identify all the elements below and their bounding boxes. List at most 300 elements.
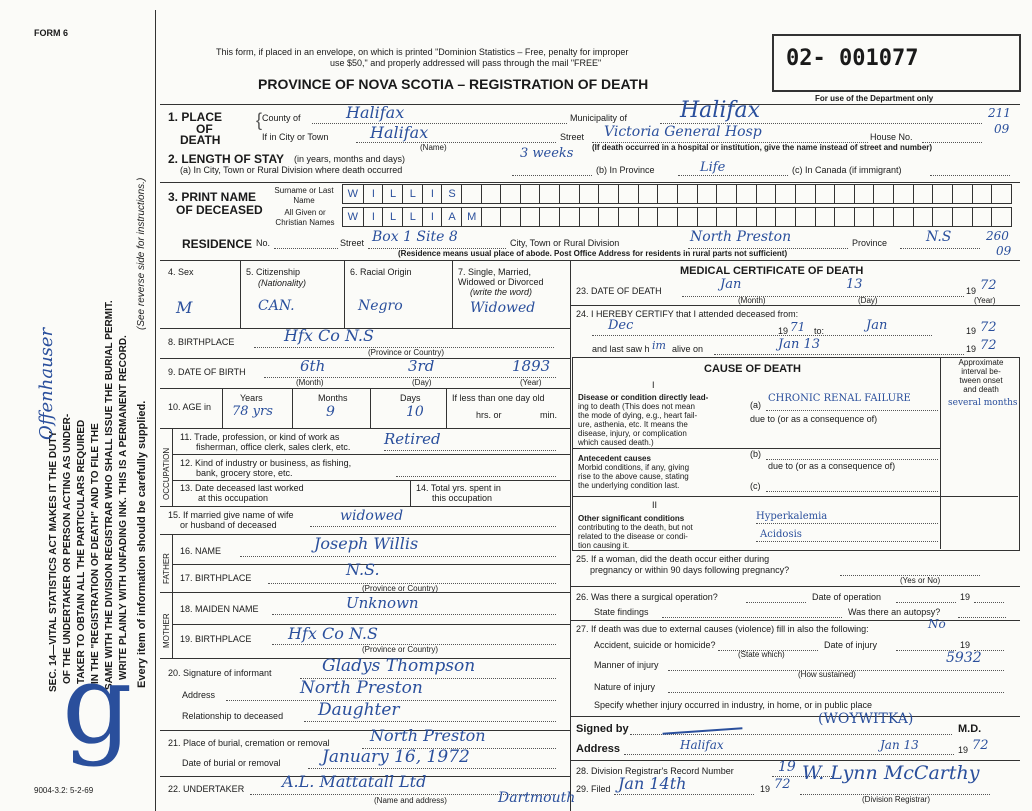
surname-letter-cell: I [363, 185, 384, 203]
s6-label: 6. Racial Origin [350, 267, 412, 277]
s19-sub: (Province or Country) [362, 645, 439, 654]
s2-b-label: (b) In Province [596, 165, 655, 175]
s10-months: 9 [326, 404, 335, 420]
interval-label-1: Approximate [958, 358, 1004, 367]
s24-to: Jan [866, 318, 888, 333]
s7-value: Widowed [470, 300, 536, 316]
other-cond-2: contributing to the death, but not [578, 523, 693, 532]
s22-sub: (Name and address) [374, 796, 447, 805]
surname-letter-cell: I [422, 185, 443, 203]
s29-label: 29. Filed [576, 784, 611, 794]
other-cond-1: Other significant conditions [578, 514, 685, 523]
s13-label: 13. Date deceased last worked [180, 483, 304, 493]
s8-sub: (Province or Country) [368, 348, 445, 357]
given-name-letter-cell [972, 208, 993, 226]
s29-sub: (Division Registrar) [862, 795, 931, 804]
surname-letter-cell [579, 185, 600, 203]
signer-address: Halifax [680, 738, 724, 752]
given-names-letter-grid [342, 207, 1012, 227]
s5-value: CAN. [258, 298, 295, 314]
antecedent-label: Antecedent causes [578, 454, 651, 463]
medical-certificate-title: MEDICAL CERTIFICATE OF DEATH [680, 265, 864, 277]
code-211: 211 [988, 106, 1011, 120]
s18-label: 18. MAIDEN NAME [180, 604, 259, 614]
s24-alive-on-label: alive on [672, 344, 704, 354]
surname-letter-cell [972, 185, 993, 203]
street-label: Street [560, 132, 585, 142]
s1-label-3: DEATH [180, 133, 221, 147]
rule [344, 260, 345, 328]
s12-label-2: bank, grocery store, etc. [196, 468, 293, 478]
s10-lt-label: If less than one day old [452, 393, 545, 403]
s9-sub-year: (Year) [520, 378, 542, 387]
s4-label: 4. Sex [168, 267, 194, 277]
interval-label-3: tween onset [959, 376, 1003, 385]
rule [668, 692, 1004, 693]
surname-letter-cell [520, 185, 541, 203]
surname-letter-cell [913, 185, 934, 203]
rule [308, 768, 556, 769]
rule [624, 754, 954, 755]
rule [940, 357, 941, 549]
s24-to-label: to: [814, 326, 825, 336]
s23-year-pre: 19 [966, 286, 977, 296]
signer-y-pre: 19 [958, 745, 969, 755]
surname-letter-cell [638, 185, 659, 203]
municipality-label: Municipality of [570, 113, 628, 123]
city-value: Halifax [370, 123, 429, 142]
cause-title: CAUSE OF DEATH [704, 363, 801, 375]
rule [310, 526, 556, 527]
rule [974, 602, 1004, 603]
s26-label: 26. Was there a surgical operation? [576, 592, 718, 602]
residence-no-label: No. [256, 238, 271, 248]
margin-initial: g [62, 640, 133, 768]
s29-y-pre: 19 [760, 784, 771, 794]
s18-value: Unknown [346, 594, 419, 612]
rule [292, 388, 293, 428]
s26-findings-label: State findings [594, 607, 649, 617]
surname-letter-cell [834, 185, 855, 203]
antecedent-3: the underlying condition last. [578, 481, 680, 490]
surname-letter-cell [756, 185, 777, 203]
given-name-letter-cell [520, 208, 541, 226]
given-name-letter-cell: M [461, 208, 482, 226]
signer-y: 72 [972, 738, 989, 753]
s23-label: 23. DATE OF DEATH [576, 286, 662, 296]
s23-day: 13 [846, 277, 863, 292]
rule [756, 541, 938, 542]
surname-letter-cell [697, 185, 718, 203]
s24-y3-pre: 19 [966, 344, 977, 354]
s25-label-2: pregnancy or within 90 days following pregnancy? [590, 565, 790, 575]
rule [172, 592, 173, 658]
given-name-letter-cell [559, 208, 580, 226]
surname-letter-cell [461, 185, 482, 203]
surname-letter-cell [932, 185, 953, 203]
s2-c-label: (c) In Canada (if immigrant) [792, 165, 902, 175]
form-label: FORM 6 [34, 28, 69, 38]
municipality-value: Halifax [680, 98, 761, 123]
s19-label: 19. BIRTHPLACE [180, 634, 252, 644]
s22-value-2: Dartmouth [498, 790, 576, 806]
given-name-letter-cell [854, 208, 875, 226]
rule [222, 388, 223, 428]
s9-sub-day: (Day) [412, 378, 432, 387]
surname-letter-cell [559, 185, 580, 203]
rule [370, 388, 371, 428]
given-name-letter-cell [775, 208, 796, 226]
s15-label-2: or husband of deceased [180, 520, 277, 530]
s17-sub: (Province or Country) [362, 584, 439, 593]
antecedent-2: rise to the above cause, stating [578, 472, 689, 481]
s7-label-2: Widowed or Divorced [458, 277, 544, 287]
s24-y1-pre: 19 [778, 326, 789, 336]
rule [714, 354, 964, 355]
rule [930, 175, 1010, 176]
father-side-label: FATHER [162, 553, 171, 584]
surname-letter-cell [893, 185, 914, 203]
s23-sub-year: (Year) [974, 296, 996, 305]
rule [304, 721, 556, 722]
given-name-letter-cell [539, 208, 560, 226]
s23-year: 72 [980, 278, 997, 293]
form-code: 9004-3.2: 5-2-69 [34, 786, 94, 795]
s27-accident-label: Accident, suicide or homicide? [594, 640, 716, 650]
surname-letter-cell [952, 185, 973, 203]
surname-letter-cell [481, 185, 502, 203]
surname-letter-cell [657, 185, 678, 203]
surname-letter-cell: L [402, 185, 423, 203]
s10-hrs: hrs. or [476, 410, 502, 420]
s21-label: 21. Place of burial, cremation or removal [168, 738, 330, 748]
s27-specify: Specify whether injury occurred in industry, in home, or in public place [594, 700, 872, 710]
surname-letter-cell [618, 185, 639, 203]
s2-a-label: (a) In City, Town or Rural Division where death occurred [180, 165, 403, 175]
given-name-letter-cell: W [347, 211, 359, 223]
code-09b: 09 [996, 244, 1012, 258]
header-line-2: use $50," and properly addressed will pass through the mail "FREE" [330, 58, 602, 68]
given-name-letter-cell [873, 208, 894, 226]
cause-b-label: (b) [750, 449, 761, 459]
rule [396, 476, 556, 477]
other-cond-4: tion causing it. [578, 541, 630, 550]
given-name-letter-cell: L [382, 208, 403, 226]
rule [172, 428, 173, 506]
rule [160, 428, 570, 429]
s28-value: 19 [778, 759, 796, 775]
given-name-letter-cell: I [422, 208, 443, 226]
rule [678, 175, 788, 176]
s9-day: 6th [300, 357, 326, 375]
rule [240, 556, 556, 557]
interval-label-2: interval be- [961, 367, 1001, 376]
column-divider [570, 260, 571, 811]
s5-label: 5. Citizenship [246, 267, 301, 277]
s10-years: 78 yrs [232, 404, 273, 419]
rule [592, 335, 932, 336]
s11-value: Retired [384, 430, 441, 448]
s20-address: North Preston [300, 678, 423, 698]
rule [172, 480, 570, 481]
s19-value: Hfx Co N.S [288, 624, 378, 643]
left-margin-rule [155, 10, 156, 811]
s7-label-3: (write the word) [470, 287, 533, 297]
rule [274, 248, 338, 249]
s25-label: 25. If a woman, did the death occur either during [576, 554, 770, 564]
rule [160, 260, 1020, 261]
rule [446, 388, 447, 428]
surname-letter-cell [873, 185, 894, 203]
rule [240, 260, 241, 328]
rule [570, 716, 1020, 717]
cause-d-label-1: Disease or condition directly lead- [578, 393, 709, 402]
cause-a-label: (a) [750, 400, 761, 410]
surname-letter-cell [539, 185, 560, 203]
s9-month: 3rd [408, 357, 435, 375]
s1-label-2: OF [196, 122, 213, 136]
signed-by-label: Signed by [576, 723, 629, 735]
s13-label-2: at this occupation [198, 493, 269, 503]
rule [172, 454, 570, 455]
rule [160, 730, 570, 731]
city-name-sub: (Name) [420, 143, 447, 152]
cause-d-label-2: ing to death (This does not mean [578, 402, 695, 411]
rule [172, 534, 173, 592]
side-instruction-3: TAKER TO OBTAIN ALL THE PARTICULARS REQUIRED [76, 419, 87, 684]
given-name-letter-cell [598, 208, 619, 226]
given-name-letter-cell [952, 208, 973, 226]
given-name-letter-cell [618, 208, 639, 226]
rule [766, 491, 938, 492]
code-260: 260 [986, 229, 1009, 243]
rule [958, 617, 1006, 618]
rule [384, 450, 556, 451]
cause-roman-ii: II [652, 500, 658, 510]
given-name-letter-cell [815, 208, 836, 226]
other-cond-value-2: Acidosis [760, 529, 802, 540]
rule [160, 358, 570, 359]
rule [272, 614, 556, 615]
s24-from: Dec [608, 318, 634, 333]
given-name-letter-cell [500, 208, 521, 226]
given-name-letter-cell [638, 208, 659, 226]
surname-letter-cell [677, 185, 698, 203]
given-name-letter-cell [834, 208, 855, 226]
cause-d-label-5: disease, injury, or complication [578, 429, 687, 438]
residence-note: (Residence means usual place of abode. Post Office Address for residents in rural parts not sufficient) [398, 249, 788, 258]
s27-injury-date-label: Date of injury [824, 640, 878, 650]
signed-by-value: (WOYWITKA) [818, 711, 914, 727]
s24-y2-pre: 19 [966, 326, 977, 336]
s29-registrar: W. Lynn McCarthy [802, 762, 980, 784]
s10-months-label: Months [318, 393, 348, 403]
s1-label: 1. PLACE [168, 110, 223, 124]
residence-label: RESIDENCE [182, 237, 253, 251]
residence-province-label: Province [852, 238, 888, 248]
occupation-side-label: OCCUPATION [162, 447, 171, 500]
given-name-letter-cell [716, 208, 737, 226]
s5-label-2: (Nationality) [258, 278, 307, 288]
s26-date-label: Date of operation [812, 592, 882, 602]
s10-years-label: Years [240, 393, 263, 403]
rule [512, 175, 592, 176]
cause-a-interval: several months [948, 398, 1018, 408]
surname-letter-cell [716, 185, 737, 203]
rule [160, 104, 1020, 105]
given-name-letter-cell [756, 208, 777, 226]
residence-street-label: Street [340, 238, 365, 248]
s3-label-2: OF DECEASED [176, 203, 263, 217]
county-label: County of [262, 113, 301, 123]
given-name-letter-cell [657, 208, 678, 226]
s9-sub-month: (Month) [296, 378, 324, 387]
given-name-letter-cell [736, 208, 757, 226]
signer-date: Jan 13 [880, 738, 919, 752]
rule [746, 602, 806, 603]
mother-side-label: MOTHER [162, 613, 171, 648]
rule [570, 586, 1020, 587]
given-names-label: All Given or Christian Names [275, 208, 335, 227]
s16-value: Joseph Willis [314, 534, 419, 553]
s20-informant: Gladys Thompson [322, 656, 476, 676]
rule [766, 459, 938, 460]
rule [900, 248, 980, 249]
surname-letter-cell: W [347, 188, 359, 200]
s14-label: 14. Total yrs. spent in [416, 483, 501, 493]
s27-code: 5932 [946, 650, 982, 666]
s27-value-no: No [928, 617, 946, 631]
surname-letter-cell [598, 185, 619, 203]
s24-label: 24. I HEREBY CERTIFY that I attended deceased from: [576, 309, 799, 319]
given-name-letter-cell [913, 208, 934, 226]
s17-label: 17. BIRTHPLACE [180, 573, 252, 583]
surname-letter-cell [500, 185, 521, 203]
s14-label-2: this occupation [432, 493, 493, 503]
rule [160, 592, 570, 593]
rule [766, 410, 938, 411]
s27-label: 27. If death was due to external causes (violence) fill in also the following: [576, 624, 869, 634]
surname-letter-grid [342, 184, 1012, 204]
hospital-note: (If death occurred in a hospital or institution, give the name instead of street and number) [592, 143, 933, 152]
surname-letter-cell [991, 185, 1012, 203]
s27-manner-label: Manner of injury [594, 660, 659, 670]
given-name-letter-cell [579, 208, 600, 226]
signer-address-label: Address [576, 743, 621, 755]
s28-label: 28. Division Registrar's Record Number [576, 766, 734, 776]
rule [570, 305, 1020, 306]
s20-relationship-label: Relationship to deceased [182, 711, 284, 721]
rule [160, 506, 570, 507]
registration-number-box [772, 34, 1021, 92]
rule [452, 260, 453, 328]
s23-sub-month: (Month) [738, 296, 766, 305]
surname-letter-cell [736, 185, 757, 203]
other-cond-3: related to the disease or condi- [578, 532, 688, 541]
residence-province: N.S [926, 229, 952, 245]
bracket: { [256, 110, 263, 130]
rule [614, 794, 754, 795]
s29-y: 72 [774, 777, 791, 792]
s22-label: 22. UNDERTAKER [168, 784, 245, 794]
s3-label: 3. PRINT NAME [168, 190, 257, 204]
s27-y: 19 [960, 640, 971, 650]
s9-label: 9. DATE OF BIRTH [168, 367, 246, 377]
rule [570, 620, 1020, 621]
margin-signature: Offenhauser [36, 327, 57, 440]
s20-relationship: Daughter [318, 700, 400, 720]
given-name-letter-cell [932, 208, 953, 226]
s11-label: 11. Trade, profession, or kind of work as [180, 432, 340, 442]
s24-y2: 72 [980, 320, 997, 335]
rule [410, 480, 411, 506]
given-name-letter-cell [677, 208, 698, 226]
form-title: PROVINCE OF NOVA SCOTIA – REGISTRATION OF DEATH [258, 76, 649, 92]
code-09: 09 [994, 122, 1010, 136]
s27-nature-label: Nature of injury [594, 682, 656, 692]
s27-how-sub: (How sustained) [798, 670, 856, 679]
s10-days-label: Days [400, 393, 421, 403]
cause-c-label: (c) [750, 481, 761, 491]
rule [756, 523, 938, 524]
surname-letter-cell: S [441, 185, 462, 203]
s15-value: widowed [340, 508, 404, 524]
s24-last-saw-mid: im [652, 339, 666, 352]
cause-a-value: CHRONIC RENAL FAILURE [768, 393, 911, 404]
rule [312, 123, 567, 124]
registration-number: 02- 001077 [786, 46, 919, 71]
s2-label: 2. LENGTH OF STAY [168, 152, 285, 166]
s4-value: M [176, 298, 193, 317]
s23-sub-day: (Day) [858, 296, 878, 305]
rule [356, 142, 556, 143]
cause-d-label-6: which caused death.) [578, 438, 654, 447]
s8-label: 8. BIRTHPLACE [168, 337, 235, 347]
side-instruction-2: OF THE UNDERTAKER OR PERSON ACTING AS UNDER- [62, 413, 73, 684]
cause-due-to-2: due to (or as a consequence of) [768, 461, 896, 471]
s23-month: Jan [720, 277, 742, 292]
s21-place: North Preston [370, 726, 486, 745]
s10-min: min. [540, 410, 558, 420]
surname-letter-cell [854, 185, 875, 203]
dept-use-label: For use of the Department only [815, 94, 934, 103]
residence-city-label: City, Town or Rural Division [510, 238, 620, 248]
house-no-label: House No. [870, 132, 913, 142]
header-line-1: This form, if placed in an envelope, on which is printed "Dominion Statistics – Free, penalty for improper [216, 47, 629, 57]
s9-year: 1893 [512, 357, 551, 375]
s2-a-value: 3 weeks [520, 146, 574, 161]
side-instruction-5: SAME WITH THE DIVISION REGISTRAR WHO SHALL ISSUE THE BURIAL PERMIT. [104, 300, 115, 690]
s24-last-saw-label: and last saw h [592, 344, 650, 354]
s25-sub: (Yes or No) [900, 576, 941, 585]
given-name-letter-cell: A [441, 208, 462, 226]
rule [160, 182, 1020, 183]
s2-sub: (in years, months and days) [294, 154, 406, 164]
surname-label: Surname or Last Name [274, 186, 334, 205]
s7-label: 7. Single, Married, [458, 267, 532, 277]
s10-label: 10. AGE in [168, 402, 212, 412]
cause-due-to-1: due to (or as a consequence of) [750, 414, 878, 424]
street-value: Victoria General Hosp [604, 124, 762, 140]
given-name-letter-cell [481, 208, 502, 226]
side-instruction-4: IN THE "REGISTRATION OF DEATH" AND TO FILE THE [90, 423, 101, 684]
s12-label: 12. Kind of industry or business, as fishing, [180, 458, 352, 468]
side-instruction-7: Every item of information should be carefully supplied. [136, 400, 148, 688]
surname-letter-cell [795, 185, 816, 203]
s24-y3: 72 [980, 338, 997, 353]
s27-accident-sub: (State which) [738, 650, 785, 659]
s17-value: N.S. [346, 560, 380, 579]
